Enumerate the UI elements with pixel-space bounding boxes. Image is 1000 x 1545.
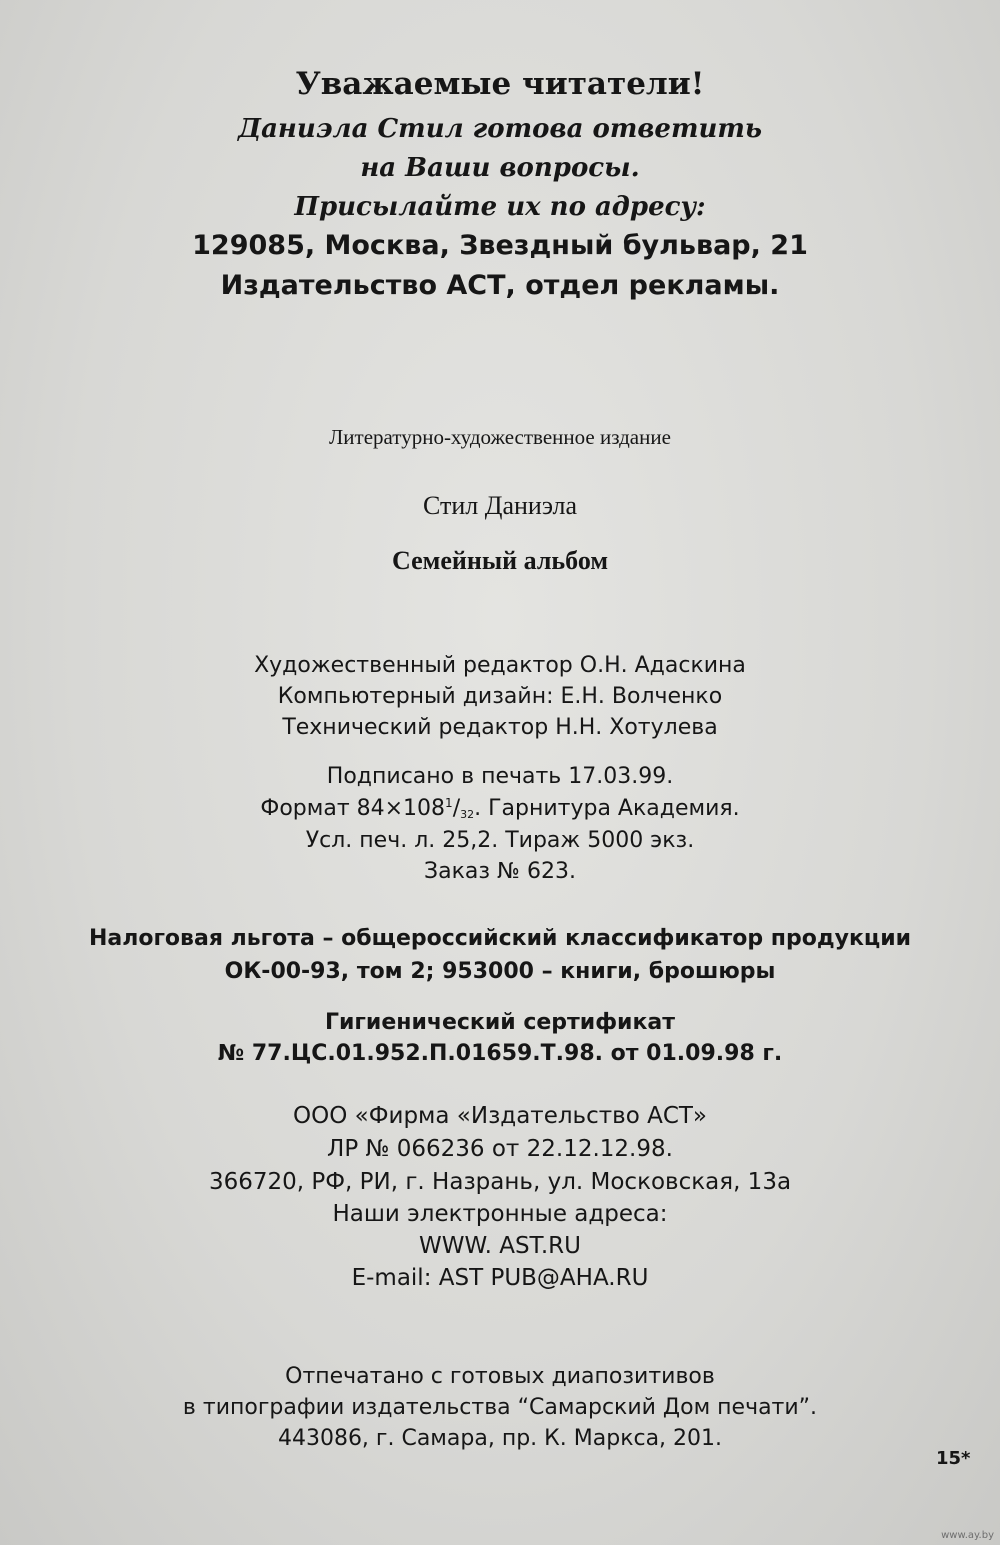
format-sup: 1 [445,796,453,810]
credit-design: Компьютерный дизайн: Е.Н. Волченко [277,684,723,709]
notice-address: 129085, Москва, Звездный бульвар, 21 [192,230,808,261]
notice-dept: Издательство АСТ, отдел рекламы. [220,270,780,301]
notice-line-3: Присылайте их по адресу: [294,192,706,222]
page-number: 15* [936,1448,971,1469]
publisher-address: 366720, РФ, РИ, г. Назрань, ул. Московская, 13а [208,1169,792,1195]
hygiene-line-2: № 77.ЦС.01.952.П.01659.Т.98. от 01.09.98 г. [217,1041,783,1066]
print-signed: Подписано в печать 17.03.99. [326,764,674,789]
publisher-emails-label: Наши электронные адреса: [332,1201,668,1227]
format-typeface: . Гарнитура Академия. [474,796,740,821]
tax-line-1: Налоговая льгота – общероссийский классификатор продукции [88,926,912,951]
tax-line-2: ОК-00-93, том 2; 953000 – книги, брошюры [224,959,776,984]
book-title: Семейный альбом [391,546,609,575]
format-text: Формат 84×108 [260,796,446,821]
edition-kind: Литературно-художественное издание [329,425,671,449]
publisher-email: E-mail: AST PUB@AHA.RU [351,1265,649,1291]
hygiene-line-1: Гигиенический сертификат [324,1010,675,1035]
notice-line-2: на Ваши вопросы. [360,153,640,183]
format-slash: / [452,796,461,821]
format-sub: 32 [460,808,475,821]
credit-tech-editor: Технический редактор Н.Н. Хотулева [282,715,718,740]
print-order: Заказ № 623. [424,859,576,884]
printer-line-2: в типографии издательства “Самарский Дом печати”. [182,1395,818,1420]
printer-line-3: 443086, г. Самара, пр. К. Маркса, 201. [277,1426,723,1451]
book-author: Стил Даниэла [422,491,578,520]
print-format [0,796,1000,821]
credit-art-editor: Художественный редактор О.Н. Адаскина [254,653,746,678]
publisher-name: ООО «Фирма «Издательство АСТ» [293,1103,707,1129]
publisher-www: WWW. AST.RU [419,1233,581,1259]
publisher-license: ЛР № 066236 от 22.12.12.98. [327,1136,673,1162]
notice-heading: Уважаемые читатели! [295,66,705,102]
notice-line-1: Даниэла Стил готова ответить [237,114,763,144]
watermark: www.ay.by [941,1530,994,1541]
printer-line-1: Отпечатано с готовых диапозитивов [285,1364,715,1389]
print-volume: Усл. печ. л. 25,2. Тираж 5000 экз. [305,828,695,853]
